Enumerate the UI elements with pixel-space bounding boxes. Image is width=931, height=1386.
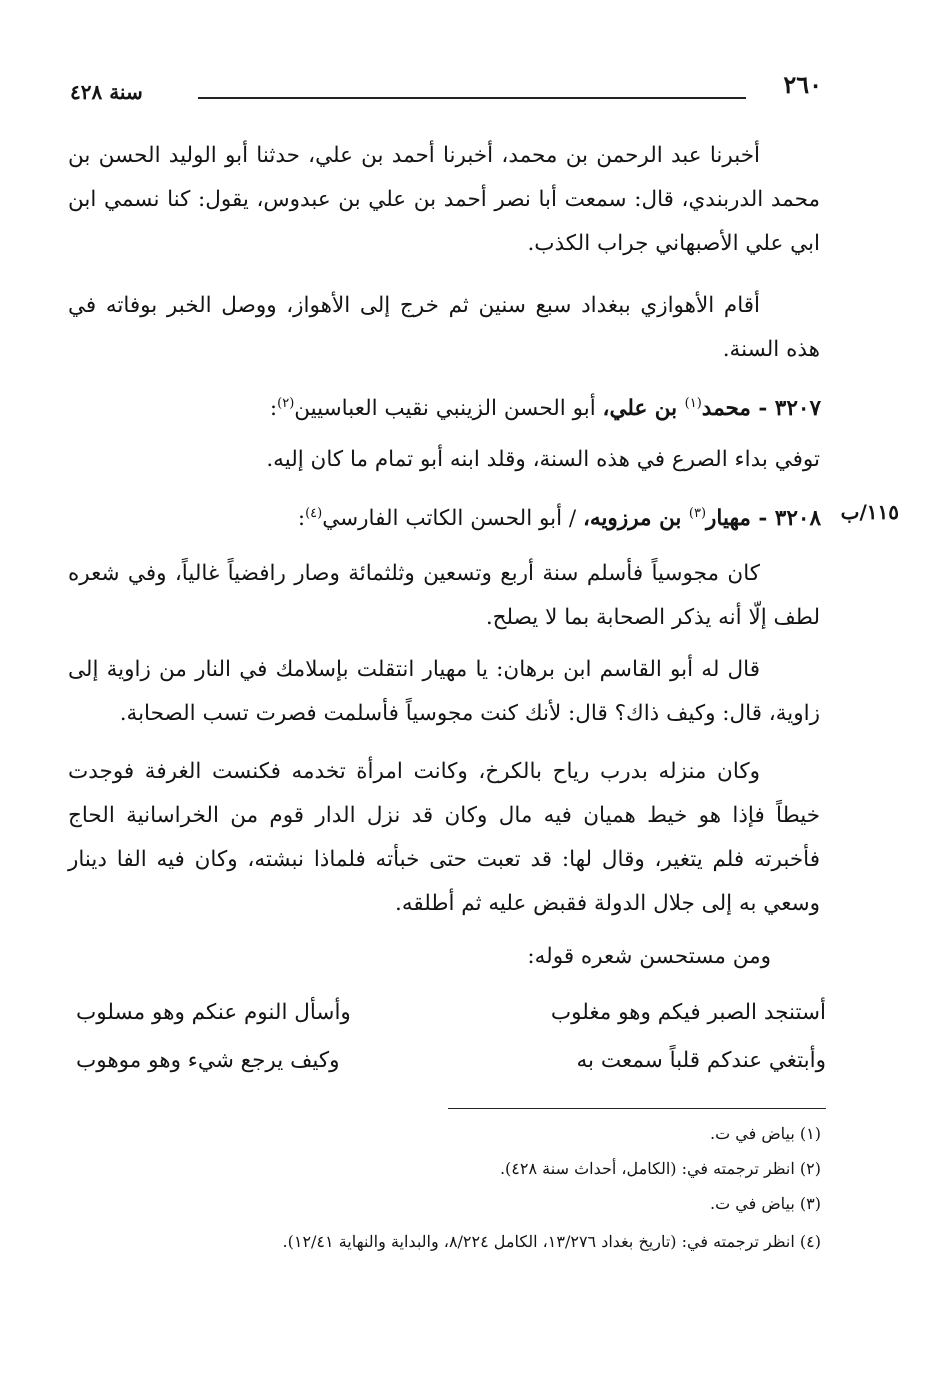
footnote-1: (١) بياض في ت. <box>710 1124 821 1143</box>
entry-number: ٣٢٠٧ - محمد <box>701 396 821 422</box>
poem-hemistich-second: وأسأل النوم عنكم وهو مسلوب <box>76 1000 351 1025</box>
paragraph-zainabi-death: توفي بداء الصرع في هذه السنة، وقلد ابنه أبو تمام ما كان إليه. <box>266 447 820 472</box>
page-number: ٢٦٠ <box>783 70 822 99</box>
footnote-ref: (٤) <box>305 506 323 521</box>
footnote-rule <box>448 1108 826 1109</box>
footnote-ref: (٢) <box>277 396 295 411</box>
footnote-3: (٣) بياض في ت. <box>710 1194 821 1213</box>
paragraph-ibn-burhan: قال له أبو القاسم ابن برهان: يا مهيار انتقلت بإسلامك في النار من زاوية إلى زاوية، قال: وكيف ذاك؟ قال: لأنك كنت مجوسياً فأسلمت فصرت تسب الصحابة. <box>68 657 820 726</box>
entry-heading-3208 <box>298 492 821 541</box>
paragraph-ahwazi-death: أقام الأهوازي ببغداد سبع سنين ثم خرج إلى الأهواز، ووصل الخبر بوفاته في هذه السنة. <box>68 293 820 362</box>
poem-intro: ومن مستحسن شعره قوله: <box>527 944 771 969</box>
poem-hemistich-first: وأبتغي عندكم قلباً سمعت به <box>576 1048 826 1073</box>
paragraph-himyan-story: وكان منزله بدرب رياح بالكرخ، وكانت امرأة تخدمه فكنست الغرفة فوجدت خيطاً فإذا هو خيط هميان فيه مال وكان قد نزل الدار قوم من الخراسانية الحاج فأخبرته فلم يتغير، وقال لها: قد تعبت حتى خبأته فلماذا نبشته، وكان فيه الفا دينار وسعي به إلى جلال الدولة فقبض عليه ثم أطلقه. <box>68 759 820 916</box>
footnote-2: (٢) انظر ترجمته في: (الكامل، أحداث سنة ٤٢٨). <box>499 1159 821 1178</box>
entry-heading-3207 <box>270 382 821 431</box>
entry-title: أبو الحسن الزينبي نقيب العباسيين <box>294 396 603 422</box>
footnote-ref: (١) <box>684 396 702 411</box>
entry-title: / أبو الحسن الكاتب الفارسي <box>322 506 583 532</box>
entry-colon: : <box>297 506 306 532</box>
entry-name: بن علي، <box>602 396 685 422</box>
footnote-ref: (٣) <box>688 506 707 521</box>
entry-name: بن مرزويه، <box>582 506 689 532</box>
poem-hemistich-first: أستنجد الصبر فيكم وهو مغلوب <box>550 1000 826 1025</box>
header-rule <box>198 97 746 99</box>
entry-number: ٣٢٠٨ - مهيار <box>706 506 821 532</box>
paragraph-mihyar-bio: كان مجوسياً فأسلم سنة أربع وتسعين وثلثمائة وصار رافضياً غالياً، وفي شعره لطف إلّا أنه يذكر الصحابة بما لا يصلح. <box>68 561 820 630</box>
entry-colon: : <box>269 396 278 422</box>
paragraph-isnad: أخبرنا عبد الرحمن بن محمد، أخبرنا أحمد بن علي، حدثنا أبو الوليد الحسن بن محمد الدربندي، قال: سمعت أبا نصر أحمد بن علي بن عبدوس، يقول: كنا نسمي ابن ابي علي الأصبهاني جراب الكذب. <box>68 143 820 256</box>
poem-hemistich-second: وكيف يرجع شيء وهو موهوب <box>76 1048 340 1073</box>
page-header <box>70 66 830 106</box>
footnote-4: (٤) انظر ترجمته في: (تاريخ بغداد ١٣/٢٧٦، الكامل ٨/٢٢٤، والبداية والنهاية ١٢/٤١). <box>282 1232 821 1251</box>
folio-marker: ١١٥/ب <box>840 500 899 524</box>
running-title: سنة ٤٢٨ <box>70 80 143 104</box>
